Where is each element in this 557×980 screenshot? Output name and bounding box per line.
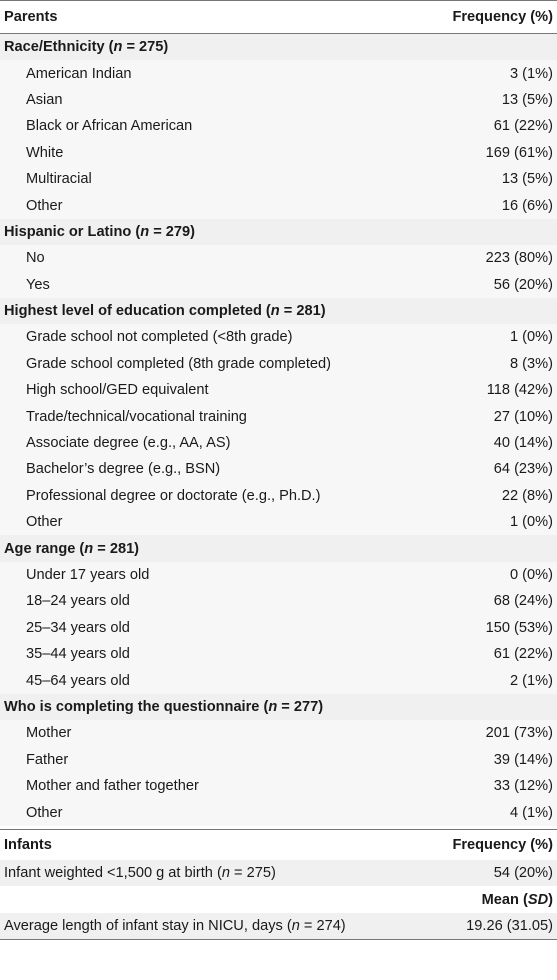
row-label: Under 17 years old — [26, 567, 150, 583]
table-row — [0, 60, 557, 86]
table-row — [0, 113, 557, 139]
infant-weight-label: Infant weighted <1,500 g at birth (n = 275) — [4, 864, 276, 881]
section-title: Highest level of education completed (n = 281) — [4, 303, 326, 320]
table-row — [0, 667, 557, 693]
row-value: 22 (8%) — [501, 487, 553, 504]
parents-sections — [0, 34, 557, 826]
row-label: 25–34 years old — [26, 619, 130, 636]
row-label: 18–24 years old — [26, 593, 130, 610]
table-row — [0, 324, 557, 350]
mean-header-row — [0, 886, 557, 913]
parents-header-label: Parents — [4, 9, 58, 25]
table-row — [0, 377, 557, 403]
nicu-stay-label: Average length of infant stay in NICU, days (n = 274) — [4, 917, 346, 934]
row-label: Other — [26, 514, 63, 531]
row-label: Professional degree or doctorate (e.g., Ph.D.) — [26, 487, 321, 504]
mean-sd-header: Mean (SD) — [481, 891, 553, 908]
row-value: 0 (0%) — [510, 567, 553, 583]
row-value: 27 (10%) — [493, 408, 553, 425]
table-row — [0, 588, 557, 614]
row-label: Asian — [26, 91, 63, 108]
table-row — [0, 403, 557, 429]
row-label: Yes — [26, 276, 50, 293]
table-row — [0, 166, 557, 192]
row-label: Grade school completed (8th grade completed) — [26, 355, 332, 372]
row-value: 2 (1%) — [510, 672, 553, 689]
parents-header-row — [0, 0, 557, 34]
nicu-stay-value: 19.26 (31.05) — [466, 917, 553, 934]
row-value: 40 (14%) — [493, 435, 553, 452]
infants-header-label: Infants — [4, 836, 52, 853]
row-label: Trade/technical/vocational training — [26, 408, 247, 425]
row-value: 3 (1%) — [510, 65, 553, 82]
row-value: 223 (80%) — [485, 250, 553, 267]
section-title: Age range (n = 281) — [4, 540, 140, 557]
section-title: Race/Ethnicity (n = 275) — [4, 39, 169, 56]
row-value: 8 (3%) — [510, 355, 553, 372]
row-label: Mother and father together — [26, 778, 199, 795]
row-label: No — [26, 250, 45, 267]
infants-frequency-header: Frequency (%) — [452, 836, 553, 853]
row-value: 13 (5%) — [501, 91, 553, 108]
section-title: Hispanic or Latino (n = 279) — [4, 223, 195, 240]
row-value: 150 (53%) — [485, 619, 553, 636]
table-row — [0, 562, 557, 588]
row-value: 39 (14%) — [493, 751, 553, 768]
table-row — [0, 615, 557, 641]
row-value: 13 (5%) — [501, 171, 553, 188]
table-row — [0, 430, 557, 456]
table-row — [0, 140, 557, 166]
row-label: Multiracial — [26, 171, 92, 188]
table-row — [0, 272, 557, 298]
row-label: American Indian — [26, 65, 132, 82]
row-value: 68 (24%) — [493, 593, 553, 610]
row-label: 45–64 years old — [26, 672, 130, 689]
frequency-header: Frequency (%) — [452, 9, 553, 25]
table-row — [0, 87, 557, 113]
row-value: 16 (6%) — [501, 197, 553, 214]
table-row — [0, 509, 557, 535]
row-value: 1 (0%) — [510, 329, 553, 346]
section-title: Who is completing the questionnaire (n = 277) — [4, 698, 324, 715]
row-value: 61 (22%) — [493, 646, 553, 663]
table-row — [0, 192, 557, 218]
row-value: 61 (22%) — [493, 118, 553, 135]
section-header — [0, 34, 557, 60]
row-value: 56 (20%) — [493, 276, 553, 293]
table-row — [0, 773, 557, 799]
section-header — [0, 535, 557, 561]
table-row — [0, 747, 557, 773]
row-label: High school/GED equivalent — [26, 382, 209, 399]
row-label: Associate degree (e.g., AA, AS) — [26, 435, 231, 452]
row-value: 169 (61%) — [485, 144, 553, 161]
row-label: Father — [26, 751, 69, 768]
table-row — [0, 483, 557, 509]
table-row — [0, 351, 557, 377]
section-header — [0, 694, 557, 720]
nicu-stay-row — [0, 913, 557, 939]
table-row — [0, 799, 557, 825]
infant-weight-value: 54 (20%) — [493, 864, 553, 881]
table-row — [0, 456, 557, 482]
row-label: Other — [26, 197, 63, 214]
table-row — [0, 720, 557, 746]
row-value: 4 (1%) — [510, 804, 553, 821]
row-label: 35–44 years old — [26, 646, 130, 663]
section-header — [0, 219, 557, 245]
table-row — [0, 641, 557, 667]
row-value: 201 (73%) — [485, 725, 553, 742]
infants-header-row — [0, 829, 557, 860]
row-label: Mother — [26, 725, 72, 742]
row-value: 1 (0%) — [510, 514, 553, 531]
section-header — [0, 298, 557, 324]
row-label: Other — [26, 804, 63, 821]
table-row — [0, 245, 557, 271]
row-value: 33 (12%) — [493, 778, 553, 795]
row-label: Grade school not completed (<8th grade) — [26, 329, 293, 346]
infant-weight-row — [0, 860, 557, 886]
row-label: Black or African American — [26, 118, 193, 135]
row-label: White — [26, 144, 64, 161]
row-value: 118 (42%) — [486, 382, 553, 399]
row-value: 64 (23%) — [493, 461, 553, 478]
row-label: Bachelor’s degree (e.g., BSN) — [26, 461, 221, 478]
